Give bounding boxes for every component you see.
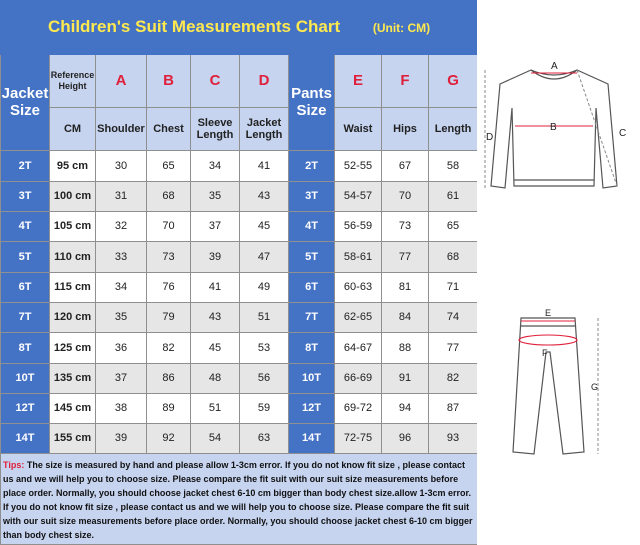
height-cell: 95 cm bbox=[50, 151, 96, 181]
chest-cell: 70 bbox=[147, 212, 191, 242]
waist-cell: 64-67 bbox=[335, 333, 382, 363]
table-row bbox=[1, 272, 478, 302]
cm-header: CM bbox=[50, 108, 96, 151]
length-cell: 77 bbox=[429, 333, 478, 363]
sleeve-length-header bbox=[191, 108, 240, 151]
label-b: B bbox=[550, 122, 557, 133]
jacket-size-cell: 12T bbox=[1, 393, 50, 423]
sleeve-cell: 43 bbox=[191, 302, 240, 332]
jacket_len-cell: 43 bbox=[240, 181, 289, 211]
hips-cell: 70 bbox=[382, 181, 429, 211]
column-letter-a: A bbox=[96, 54, 147, 108]
sleeve-cell: 35 bbox=[191, 181, 240, 211]
jacket-size-cell: 6T bbox=[1, 272, 50, 302]
sleeve-cell: 51 bbox=[191, 393, 240, 423]
jacket_len-cell: 63 bbox=[240, 424, 289, 454]
pants-size-header bbox=[289, 54, 335, 151]
pants-size-cell: 12T bbox=[289, 393, 335, 423]
chart-title: Children's Suit Measurements Chart bbox=[47, 17, 341, 37]
length-cell: 58 bbox=[429, 151, 478, 181]
height-cell: 120 cm bbox=[50, 302, 96, 332]
jacket-size-cell: 7T bbox=[1, 302, 50, 332]
shoulder-cell: 31 bbox=[96, 181, 147, 211]
pants-measure-lines bbox=[519, 321, 577, 345]
pants-size-cell: 14T bbox=[289, 424, 335, 454]
pants-outline bbox=[513, 318, 584, 454]
tips-row bbox=[1, 454, 478, 545]
jacket_len-cell: 45 bbox=[240, 212, 289, 242]
hips-header: Hips bbox=[382, 108, 429, 151]
hips-cell: 94 bbox=[382, 393, 429, 423]
sleeve-cell: 45 bbox=[191, 333, 240, 363]
pants-size-cell: 6T bbox=[289, 272, 335, 302]
shoulder-cell: 34 bbox=[96, 272, 147, 302]
table-row bbox=[1, 393, 478, 423]
column-letter-d: D bbox=[240, 54, 289, 108]
waist-cell: 66-69 bbox=[335, 363, 382, 393]
length-cell: 65 bbox=[429, 212, 478, 242]
table-row bbox=[1, 363, 478, 393]
jacket_len-cell: 56 bbox=[240, 363, 289, 393]
jacket-length-header-line1: Jacket bbox=[246, 116, 282, 129]
waist-cell: 62-65 bbox=[335, 302, 382, 332]
table-row bbox=[1, 212, 478, 242]
height-cell: 115 cm bbox=[50, 272, 96, 302]
jacket-size-cell: 5T bbox=[1, 242, 50, 272]
column-letter-f: F bbox=[382, 54, 429, 108]
title-row bbox=[1, 1, 478, 55]
waist-cell: 52-55 bbox=[335, 151, 382, 181]
height-cell: 125 cm bbox=[50, 333, 96, 363]
sleeve-cell: 48 bbox=[191, 363, 240, 393]
sleeve-cell: 37 bbox=[191, 212, 240, 242]
jacket-size-cell: 2T bbox=[1, 151, 50, 181]
label-f: F bbox=[542, 348, 548, 358]
length-cell: 87 bbox=[429, 393, 478, 423]
waist-cell: 60-63 bbox=[335, 272, 382, 302]
chest-cell: 68 bbox=[147, 181, 191, 211]
column-letter-b: B bbox=[147, 54, 191, 108]
pants-size-cell: 7T bbox=[289, 302, 335, 332]
pants-size-cell: 5T bbox=[289, 242, 335, 272]
jacket-size-header-line2: Size bbox=[9, 102, 40, 120]
height-cell: 105 cm bbox=[50, 212, 96, 242]
length-cell: 68 bbox=[429, 242, 478, 272]
jacket_len-cell: 49 bbox=[240, 272, 289, 302]
pants-size-header-line1: Pants bbox=[291, 85, 332, 103]
chest-cell: 89 bbox=[147, 393, 191, 423]
waist-cell: 56-59 bbox=[335, 212, 382, 242]
length-cell: 82 bbox=[429, 363, 478, 393]
waist-header: Waist bbox=[335, 108, 382, 151]
table-row bbox=[1, 151, 478, 181]
jacket_len-cell: 51 bbox=[240, 302, 289, 332]
shoulder-header: Shoulder bbox=[96, 108, 147, 151]
header-row-1 bbox=[1, 54, 478, 108]
hips-cell: 67 bbox=[382, 151, 429, 181]
hips-cell: 73 bbox=[382, 212, 429, 242]
jacket-size-cell: 3T bbox=[1, 181, 50, 211]
length-cell: 74 bbox=[429, 302, 478, 332]
height-cell: 145 cm bbox=[50, 393, 96, 423]
shoulder-cell: 37 bbox=[96, 363, 147, 393]
label-d: D bbox=[486, 132, 494, 143]
shoulder-cell: 32 bbox=[96, 212, 147, 242]
sleeve-length-header-line1: Sleeve bbox=[197, 116, 233, 129]
waist-cell: 72-75 bbox=[335, 424, 382, 454]
chest-cell: 65 bbox=[147, 151, 191, 181]
hips-cell: 91 bbox=[382, 363, 429, 393]
table-row bbox=[1, 181, 478, 211]
table-row bbox=[1, 333, 478, 363]
table-row bbox=[1, 302, 478, 332]
jacket-length-header bbox=[240, 108, 289, 151]
jacket-size-header bbox=[1, 54, 50, 151]
hips-cell: 81 bbox=[382, 272, 429, 302]
height-cell: 135 cm bbox=[50, 363, 96, 393]
jacket_len-cell: 41 bbox=[240, 151, 289, 181]
column-letter-c: C bbox=[191, 54, 240, 108]
jacket_len-cell: 53 bbox=[240, 333, 289, 363]
length-header: Length bbox=[429, 108, 478, 151]
label-a: A bbox=[551, 61, 558, 72]
jacket_len-cell: 47 bbox=[240, 242, 289, 272]
sleeve-cell: 41 bbox=[191, 272, 240, 302]
shoulder-cell: 35 bbox=[96, 302, 147, 332]
reference-height-header: Reference Height bbox=[50, 54, 96, 108]
pants-size-cell: 2T bbox=[289, 151, 335, 181]
pants-size-cell: 3T bbox=[289, 181, 335, 211]
shoulder-cell: 38 bbox=[96, 393, 147, 423]
table-row bbox=[1, 242, 478, 272]
height-cell: 155 cm bbox=[50, 424, 96, 454]
shoulder-cell: 30 bbox=[96, 151, 147, 181]
chest-cell: 82 bbox=[147, 333, 191, 363]
length-cell: 93 bbox=[429, 424, 478, 454]
chest-cell: 79 bbox=[147, 302, 191, 332]
label-e: E bbox=[545, 308, 552, 318]
chest-cell: 92 bbox=[147, 424, 191, 454]
label-c: C bbox=[619, 128, 627, 139]
pants-size-cell: 8T bbox=[289, 333, 335, 363]
sleeve-cell: 34 bbox=[191, 151, 240, 181]
sleeve-cell: 39 bbox=[191, 242, 240, 272]
chart-title-cell bbox=[1, 1, 478, 55]
shoulder-cell: 36 bbox=[96, 333, 147, 363]
measurement-diagrams bbox=[477, 0, 640, 545]
jacket-size-cell: 10T bbox=[1, 363, 50, 393]
chest-header: Chest bbox=[147, 108, 191, 151]
length-cell: 71 bbox=[429, 272, 478, 302]
hips-cell: 88 bbox=[382, 333, 429, 363]
waist-cell: 58-61 bbox=[335, 242, 382, 272]
jacket-length-header-line2: Length bbox=[245, 129, 283, 142]
tips-text: The size is measured by hand and please allow 1-3cm error. If you do not know fit size , please contact us and we will help you to choose size. Please compare the fit suit with our suit size measurements before place order. Normally, you should choose jacket chest 6-10 cm bigger than body chest size.allow 1-3cm error. If you do not know fit size , please contact us and we will help you to choose size. Please compare the fit suit with our suit size measurements before place order. Normally, you should choose jacket chest 6-10 cm bigger than body chest size. bbox=[3, 460, 473, 541]
line-c bbox=[577, 70, 617, 186]
height-cell: 100 cm bbox=[50, 181, 96, 211]
unit-label: (Unit: CM) bbox=[372, 21, 431, 36]
length-cell: 61 bbox=[429, 181, 478, 211]
chest-cell: 76 bbox=[147, 272, 191, 302]
diagram-svg bbox=[477, 0, 640, 545]
sleeve-length-header-line2: Length bbox=[196, 129, 234, 142]
sleeve-cell: 54 bbox=[191, 424, 240, 454]
column-letter-g: G bbox=[429, 54, 478, 108]
chest-cell: 73 bbox=[147, 242, 191, 272]
hips-cell: 96 bbox=[382, 424, 429, 454]
header-row-2 bbox=[1, 108, 478, 151]
line-f bbox=[519, 335, 577, 345]
shoulder-cell: 33 bbox=[96, 242, 147, 272]
hips-cell: 84 bbox=[382, 302, 429, 332]
pants-size-cell: 10T bbox=[289, 363, 335, 393]
jacket_len-cell: 59 bbox=[240, 393, 289, 423]
pants-diagram bbox=[513, 318, 584, 454]
jacket-size-cell: 4T bbox=[1, 212, 50, 242]
jacket-size-cell: 8T bbox=[1, 333, 50, 363]
pants-size-header-line2: Size bbox=[296, 102, 327, 120]
jacket-size-cell: 14T bbox=[1, 424, 50, 454]
table-row bbox=[1, 424, 478, 454]
hips-cell: 77 bbox=[382, 242, 429, 272]
waist-cell: 69-72 bbox=[335, 393, 382, 423]
pants-size-cell: 4T bbox=[289, 212, 335, 242]
column-letter-e: E bbox=[335, 54, 382, 108]
jacket-size-header-line1: Jacket bbox=[1, 85, 49, 103]
chest-cell: 86 bbox=[147, 363, 191, 393]
tips-cell bbox=[1, 454, 478, 545]
waist-cell: 54-57 bbox=[335, 181, 382, 211]
label-g: G bbox=[591, 382, 599, 392]
shoulder-cell: 39 bbox=[96, 424, 147, 454]
height-cell: 110 cm bbox=[50, 242, 96, 272]
tips-label: Tips: bbox=[3, 460, 25, 471]
